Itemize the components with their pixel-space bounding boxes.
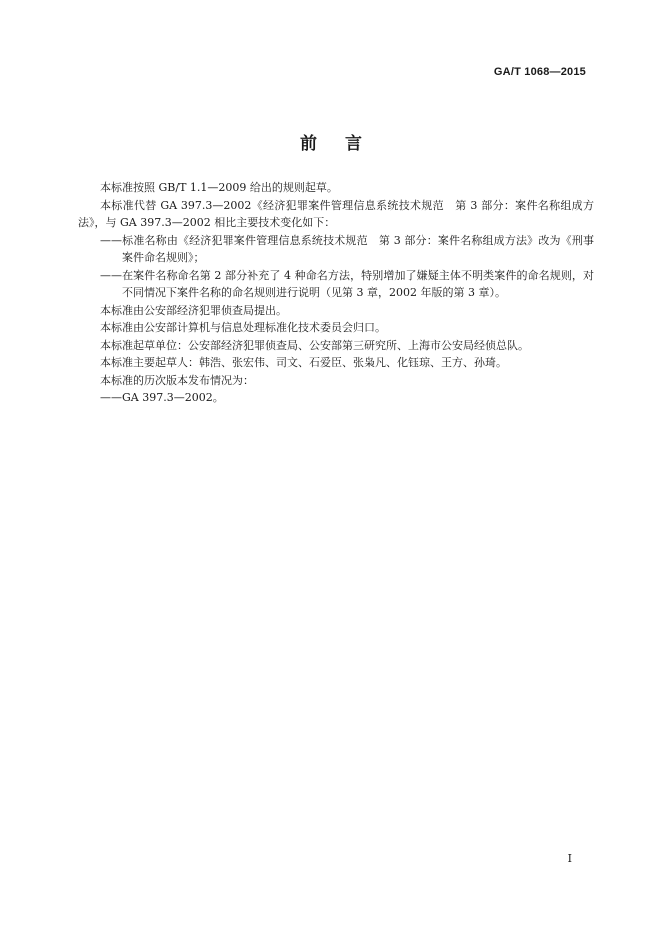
preface-body — [78, 179, 594, 407]
page-title: 前言 — [300, 134, 390, 154]
paragraph-centralized-by: 本标准由公安部计算机与信息处理标准化技术委员会归口。 — [100, 321, 386, 334]
paragraph-drafting-units: 本标准起草单位：公安部经济犯罪侦查局、公安部第三研究所、上海市公安局经侦总队。 — [100, 338, 529, 352]
paragraph-drafting-rules: 本标准按照 GB/T 1.1—2009 给出的规则起草。 — [100, 181, 338, 194]
paragraph-proposed-by: 本标准由公安部经济犯罪侦查局提出。 — [100, 303, 287, 317]
page-number: I — [567, 852, 572, 865]
paragraph-drafters: 本标准主要起草人：韩浩、张宏伟、司文、石爱臣、张枭凡、化钰琼、王方、孙琦。 — [100, 356, 507, 369]
paragraph-history-intro: 本标准的历次版本发布情况为： — [100, 373, 254, 387]
paragraph-replaces: 本标准代替 GA 397.3—2002《经济犯罪案件管理信息系统技术规范 第 3 部分：案件名称组成方法》，与 GA 397.3—2002 相比主要技术变化如下： — [78, 198, 594, 229]
change-item-methods: ——在案件名称命名第 2 部分补充了 4 种命名方法，特别增加了嫌疑主体不明类案件的命名规则，对不同情况下案件名称的命名规则进行说明（见第 3 章，2002 年版的第 3 章）。 — [100, 268, 594, 299]
standard-code: GA/T 1068—2015 — [493, 66, 586, 78]
change-item-title: ——标准名称由《经济犯罪案件管理信息系统技术规范 第 3 部分：案件名称组成方法》改为《刑事案件命名规则》； — [100, 233, 594, 264]
paragraph-history-item: ——GA 397.3—2002。 — [100, 391, 224, 404]
